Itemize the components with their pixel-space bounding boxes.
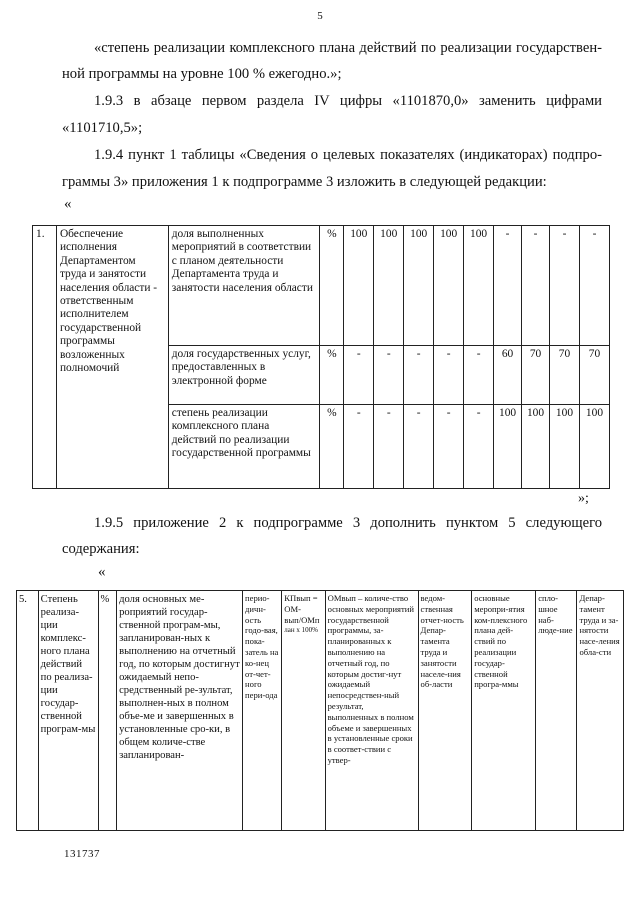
task-description: Обеспечение исполнения Департаментом труда и занятости населения области - ответственным исполнителем государственной программы возложенных полномочий [56,226,168,489]
formula-description: ОМвып – количе-ство основных мероприятий государственной программы, за-планированных к выполнению на отчетный год, по которым достиг-нут ожидаемый непосредствен-ный результат, выполненных в полном объеме и завершенных в установленные сроки в соответ-ствии с утвер- [325,591,418,831]
value: 100 [344,226,374,346]
paragraph-4-line-1: 1.9.5 приложение 2 к подпрограмме 3 дополнить пунктом 5 следующего [94,515,602,531]
value: 100 [404,226,434,346]
value: - [494,226,522,346]
indicator-name: Степень реализа-ции комплекс-ного плана действий по реализа-ции государ-ственной програм-мы [38,591,98,831]
responsible: Депар-тамент труда и за-нятости насе-ления обла-сти [577,591,624,831]
indicator-definition: доля основных ме-роприятий государ-ственной програм-мы, запланирован-ных к выполнению на отчетный год, по которым достигнут ожидаемый непо-средственный ре-зультат, выполнен-ных в полном объе-ме и завершенных в установленные сро-ки, в общем количе-стве запланирован- [117,591,243,831]
paragraph-2-line-1: 1.9.3 в абзаце первом раздела IV цифры «1101870,0» заменить цифрами [94,93,602,109]
value: - [522,226,550,346]
paragraph-1-line-2: ной программы на уровне 100 % ежегодно.»; [62,66,342,82]
value: 100 [434,226,464,346]
open-quote-2: « [98,564,106,580]
paragraph-3-line-1: 1.9.4 пункт 1 таблицы «Сведения о целевых показателях (индикаторах) подпро- [94,147,602,163]
indicator-name: доля государственных услуг, предоставленных в электронной форме [168,346,320,405]
value: - [374,405,404,489]
formula-line: вып/ОМп [284,614,320,625]
value: 100 [464,226,494,346]
value: 100 [550,405,580,489]
value: - [434,405,464,489]
periodicity: перио-дичн-ость годо-вая, пока-затель на ко-нец от-чет-ного пери-ода [243,591,282,831]
value: - [434,346,464,405]
value: 70 [522,346,550,405]
value: 60 [494,346,522,405]
unit: % [320,405,344,489]
basic-indicators: основные меропри-ятия ком-плексного плана дей-ствий по реализации государ-ственной програ-ммы [472,591,536,831]
methodology-table [16,590,624,831]
value: - [464,405,494,489]
value: 70 [550,346,580,405]
value: - [344,346,374,405]
paragraph-4-line-2: содержания: [62,541,140,557]
value: - [550,226,580,346]
close-quote-1: »; [578,491,589,506]
data-source: ведом-ственная отчет-ность Депар-тамента труда и занятости населе-ния об-ласти [418,591,472,831]
table-row [33,226,610,346]
targets-table [32,225,610,489]
value: - [404,346,434,405]
value: 70 [579,346,609,405]
formula-line: лан х 100% [284,626,318,635]
value: - [404,405,434,489]
value: - [579,226,609,346]
paragraph-2-line-2: «1101710,5»; [62,120,143,136]
paragraph-1-line-1: «степень реализации комплексного плана действий по реализации государствен- [94,40,602,56]
indicator-name: степень реализации комплексного плана действий по реализации государственной программы [168,405,320,489]
footer-code: 131737 [64,848,100,860]
unit: % [320,226,344,346]
value: 100 [579,405,609,489]
value: - [344,405,374,489]
collection-method: спло-шное наб-люде-ние [536,591,577,831]
page-number: 5 [317,10,323,22]
value: - [464,346,494,405]
value: - [374,346,404,405]
open-quote-1: « [64,196,72,212]
formula [282,591,325,831]
paragraph-3-line-2: граммы 3» приложения 1 к подпрограмме 3 изложить в следующей редакции: [62,174,547,190]
value: 100 [494,405,522,489]
table-row [17,591,624,831]
formula-line: ОМ- [284,603,301,614]
value: 100 [522,405,550,489]
row-number: 5. [17,591,39,831]
unit: % [320,346,344,405]
row-number: 1. [33,226,57,489]
indicator-name: доля выполненных мероприятий в соответствии с планом деятельности Департамента труда и занятости населения области [168,226,320,346]
value: 100 [374,226,404,346]
unit: % [98,591,117,831]
formula-line: КПвып = [284,593,318,603]
